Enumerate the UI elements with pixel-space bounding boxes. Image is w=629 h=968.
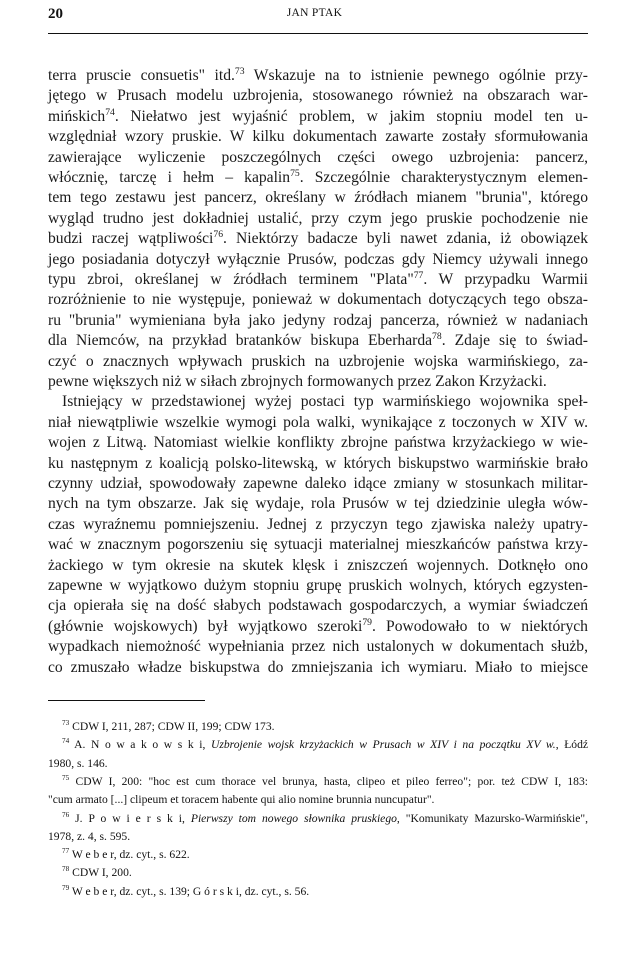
text-run: CDW I, 200: "hoc est cum thorace vel brunya, hasta, clipeo et pileo ferreo"; por. też CDW I, 183: [69,774,588,788]
fn-line [62,847,588,863]
body-line [48,576,588,596]
body-line [48,372,588,392]
text-run: rozróżnienie to nie występuje, ponieważ w dokumentach dotyczących tego obsza- [48,291,588,309]
fn-line [62,865,588,881]
text-run: ru "brunia" wymieniana była jako jedyny rodzaj pancerza, również w nadaniach [48,311,588,329]
body-line [48,331,588,351]
text-run: tem tego zestawu jest pancerz, określany w źródłach mianem "brunia", którego [48,189,588,207]
text-run: jętego w Prusach modelu uzbrojenia, stosowanego również na obszarach war- [48,87,588,105]
text-run: 1980, s. 146. [48,756,108,770]
italic-title: Pierwszy tom nowego słownika pruskiego [190,811,397,825]
body-line [48,107,588,127]
text-run: czyć o znacznych wpływach pruskich na uzbrojenie wojska warmińskiego, za- [48,352,588,370]
body-line [48,86,588,106]
page-number: 20 [48,6,63,22]
footnote-ref: 75 [290,167,300,179]
body-line [48,494,588,514]
footnote-ref: 74 [105,106,115,118]
fn-line [62,719,588,735]
body-line [48,127,588,147]
text-run: Wskazuje na to istnienie pewnego ogólnie przy- [244,67,589,84]
text-run: W e b e r, dz. cyt., s. 139; G ó r s k i, dz. cyt., s. 56. [69,884,310,898]
body-line [48,311,588,331]
text-run: wojen z Litwą. Natomiast wielkie konflikty zbrojne państwa krzyżackiego w wie- [48,434,588,452]
fn-line [48,829,588,845]
body-line [62,392,588,412]
text-run: terra pruscie consuetis" itd. [48,67,235,84]
body-line [48,148,588,168]
text-run: zapewne w wyjątkowo dużym stopniu grupę pruskich wolnych, których egzysten- [48,577,588,594]
text-run: wygląd trudno jest dokładniej ustalić, przy czym jego pruskie pochodzenie nie [48,209,588,227]
footnote-separator [48,700,205,701]
body-line [48,535,588,555]
text-run: nych na tym obszarze. Jak się wydaje, rola Prusów w tej dziedzinie uległa wów- [48,495,588,513]
text-run: włócznię, tarczę i hełm – kapalin [48,169,291,186]
body-line [48,637,588,657]
body-line [48,188,588,208]
footnote-ref: 79 [62,883,70,892]
fn-line [62,737,588,753]
body-line [48,515,588,535]
text-run: . W przypadku Warmii [423,271,588,288]
text-run: cja opierała się na dość słabych podstawach gospodarczych, a wymiar świadczeń [48,597,588,615]
body-line [48,474,588,494]
footnote-ref: 76 [62,810,70,819]
body-line [48,617,588,637]
body-line [48,556,588,576]
footnote-ref: 79 [362,616,372,628]
text-run: wać w znacznym pogorszeniu się sytuacji materialnej mieszkańców państwa krzy- [48,536,588,554]
footnote-ref: 76 [213,229,224,240]
text-run: "cum armato [...] clipeum et toracem habente qui alio nomine brunnia nuncupatur". [48,793,435,807]
text-run: czas wyraźnemu pomniejszeniu. Jednej z przyczyn tego zjawiska należy upatry- [48,515,588,533]
text-run: . Niełatwo jest wyjaśnić problem, w jakim stopniu model ten u- [114,107,588,125]
text-run: . Szczególnie charakterystycznym elemen- [299,169,588,186]
text-run: mińskich [48,107,106,125]
text-run: dla Niemców, na przykład bratanków biskupa Eberharda [48,332,433,350]
text-run: . Powodowało to w niektórych [371,617,588,635]
body-line [48,596,588,616]
text-run: CDW I, 211, 287; CDW II, 199; CDW 173. [69,720,275,733]
body-line [48,413,588,433]
text-run: zawierające wyliczenie poszczególnych części owego uzbrojenia: pancerz, [48,148,588,166]
text-run: względniał wzory pruskie. W kilku dokumentach zawarte zostały sformułowania [48,128,588,146]
fn-line [48,792,588,808]
body-line [48,209,588,229]
body-line [48,290,588,310]
text-run: co zmuszało władze biskupstwa do zmniejszania ich wymiaru. Miało to miejsce [48,658,588,676]
footnote-ref: 73 [62,719,70,728]
text-run: niał niewątpliwie wszelkie wymogi pola walki, wynikające z toczonych w XIV w. [48,413,588,431]
footnote-ref: 78 [432,331,442,342]
footnote-ref: 74 [62,737,70,746]
text-run: budzi raczej wątpliwości [48,230,214,248]
footnote-ref: 77 [62,847,70,856]
text-run: jego posiadania dotyczył wyłącznie Prusów, podczas gdy Niemcy używali innego [48,250,588,268]
body-line [48,250,588,270]
body-line [48,168,588,188]
italic-title: Uzbrojenie wojsk krzyżackich w Prusach w XIV i na początku XV w. [210,738,556,752]
text-run: . Niektórzy badacze byli nawet zdania, iż obowiązek [223,230,588,248]
footnote-ref: 75 [62,774,70,783]
body-line [48,229,588,249]
footnote-ref: 73 [234,65,245,77]
text-run: Istniejący w przedstawionej wyżej postaci typ warmińskiego wojownika speł- [62,393,588,411]
text-run: (głównie wojskowych) był wyjątkowo szeroki [48,617,363,635]
footnote-ref: 77 [413,269,424,281]
body-line [48,270,588,290]
text-run: żackiego w tym okresie na skutek klęsk i zniszczeń wojennych. Dotknęło ono [48,556,588,574]
text-run: czynny udział, spowodowały zapewne daleko idące zmiany w stosunkach militar- [48,475,588,492]
running-title: JAN PTAK [286,7,343,19]
text-run: , Łódź [555,738,589,752]
body-line [48,66,588,86]
body-line [48,433,588,453]
text-run: , "Komunikaty Mazursko-Warmińskie", [396,811,588,825]
text-run: J. P o w i e r s k i, [69,811,191,825]
text-run: wypadkach niemożność wypełniania przez nich ustalonych w dokumentach służb, [48,638,588,656]
header-rule [48,33,588,34]
footnote-ref: 78 [62,865,70,874]
text-run: CDW I, 200. [69,866,132,880]
body-line [48,352,588,372]
fn-line [62,774,588,790]
text-run: W e b e r, dz. cyt., s. 622. [69,848,190,862]
body-line [48,454,588,474]
body-line [48,658,588,678]
text-run: 1978, z. 4, s. 595. [48,829,131,843]
fn-line [62,811,588,827]
text-run: . Zdaje się to świad- [441,332,588,350]
text-run: ku następnym z koalicją polsko-litewską, w których biskupstwo warmińskie brało [48,454,588,472]
text-run: pewne większych niż w siłach zbrojnych formowanych przez Zakon Krzyżacki. [48,373,547,390]
fn-line [48,756,588,772]
text-run: typu zbroi, określanej w źródłach terminem "Plata" [48,271,414,288]
fn-line [62,884,588,900]
text-run: A. N o w a k o w s k i, [69,738,211,752]
